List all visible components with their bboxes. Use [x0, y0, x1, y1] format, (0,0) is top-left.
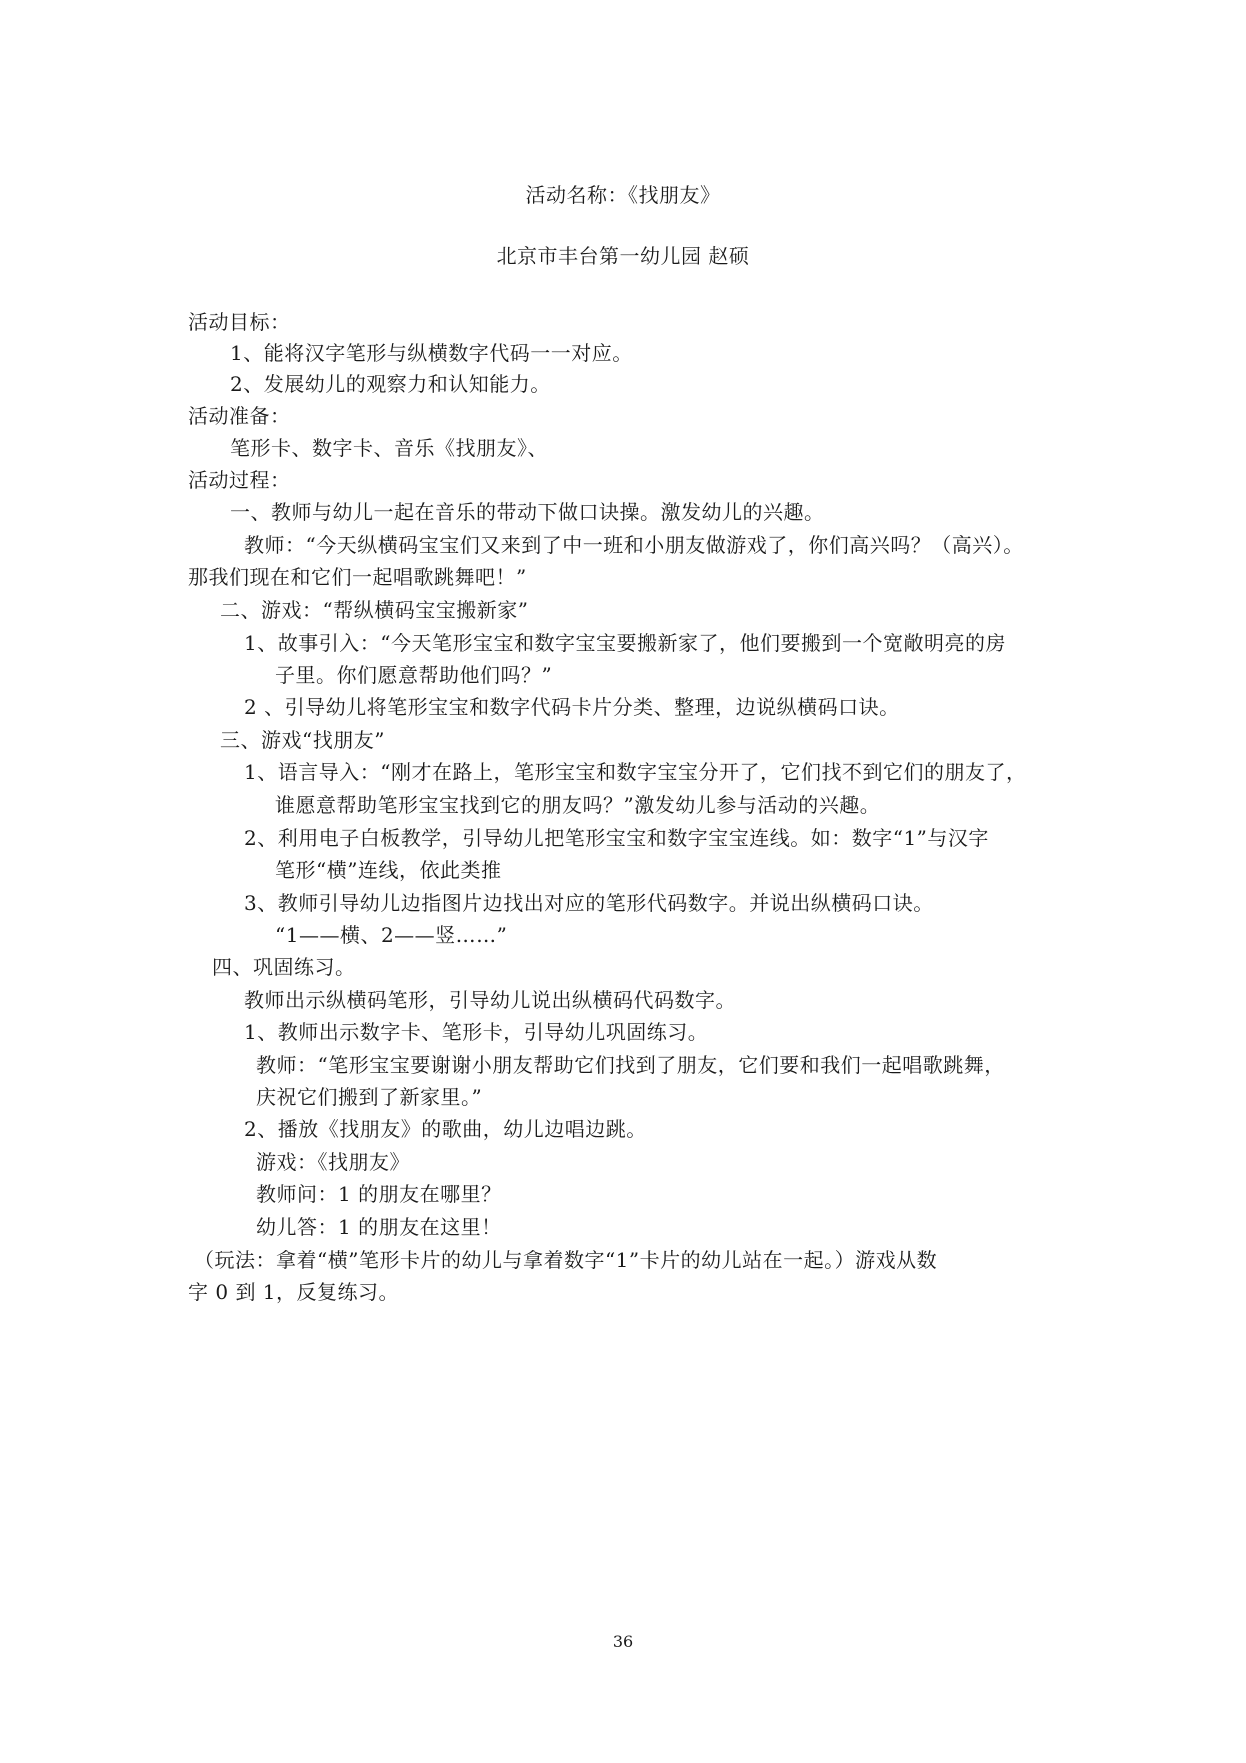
- goal-item: 2、发展幼儿的观察力和认知能力。: [230, 372, 551, 396]
- step-4-title: 四、巩固练习。: [212, 955, 356, 979]
- activity-title: 活动名称：《找朋友》: [525, 183, 721, 207]
- step-4-item-1: 1、教师出示数字卡、笔形卡，引导幼儿巩固练习。: [244, 1020, 709, 1044]
- step-4-quote: 教师：“笔形宝宝要谢谢小朋友帮助它们找到了朋友，它们要和我们一起唱歌跳舞，: [256, 1053, 1005, 1077]
- step-2-title: 二、游戏：“帮纵横码宝宝搬新家”: [220, 598, 529, 622]
- step-3-item-2: 2、利用电子白板教学，引导幼儿把笔形宝宝和数字宝宝连线。如：数字“1”与汉字: [244, 826, 989, 850]
- prep-heading: 活动准备：: [188, 404, 291, 428]
- step-3-item-2-cont: 笔形“横”连线，依此类推: [275, 858, 502, 882]
- prep-text: 笔形卡、数字卡、音乐《找朋友》、: [230, 436, 548, 460]
- step-1-title: 一、教师与幼儿一起在音乐的带动下做口诀操。激发幼儿的兴趣。: [230, 500, 825, 524]
- step-2-item-1-cont: 子里。你们愿意帮助他们吗？”: [275, 663, 553, 687]
- game-title: 游戏：《找朋友》: [256, 1150, 410, 1174]
- goals-heading: 活动目标：: [188, 310, 291, 334]
- step-2-item-2: 2 、引导幼儿将笔形宝宝和数字代码卡片分类、整理，边说纵横码口诀。: [244, 695, 900, 719]
- page-number: 36: [612, 1632, 634, 1651]
- step-3-item-1: 1、语言导入：“刚才在路上，笔形宝宝和数字宝宝分开了，它们找不到它们的朋友了，: [244, 760, 1027, 784]
- step-1-quote-cont: 那我们现在和它们一起唱歌跳舞吧！”: [188, 565, 527, 589]
- step-3-item-1-cont: 谁愿意帮助笔形宝宝找到它的朋友吗？”激发幼儿参与活动的兴趣。: [275, 793, 881, 817]
- child-answer: 幼儿答：1 的朋友在这里！: [256, 1215, 502, 1239]
- step-3-item-3-cont: “1——横、2——竖……”: [275, 923, 508, 947]
- step-4-quote-cont: 庆祝它们搬到了新家里。”: [256, 1085, 483, 1109]
- step-3-item-3: 3、教师引导幼儿边指图片边找出对应的笔形代码数字。并说出纵横码口诀。: [244, 891, 934, 915]
- goal-item: 1、能将汉字笔形与纵横数字代码一一对应。: [230, 341, 633, 365]
- step-4-item-2: 2、播放《找朋友》的歌曲，幼儿边唱边跳。: [244, 1117, 647, 1141]
- game-rules-cont: 字 0 到 1，反复练习。: [188, 1280, 400, 1304]
- step-3-title: 三、游戏“找朋友”: [220, 728, 385, 752]
- step-1-quote: 教师：“今天纵横码宝宝们又来到了中一班和小朋友做游戏了，你们高兴吗？（高兴）。: [244, 533, 1024, 557]
- step-2-item-1: 1、故事引入：“今天笔形宝宝和数字宝宝要搬新家了，他们要搬到一个宽敞明亮的房: [244, 631, 1006, 655]
- game-rules: （玩法：拿着“横”笔形卡片的幼儿与拿着数字“1”卡片的幼儿站在一起。）游戏从数: [194, 1248, 938, 1272]
- step-4-intro: 教师出示纵横码笔形，引导幼儿说出纵横码代码数字。: [244, 988, 736, 1012]
- teacher-question: 教师问：1 的朋友在哪里？: [256, 1182, 502, 1206]
- author-line: 北京市丰台第一幼儿园 赵硕: [496, 244, 750, 268]
- process-heading: 活动过程：: [188, 468, 291, 492]
